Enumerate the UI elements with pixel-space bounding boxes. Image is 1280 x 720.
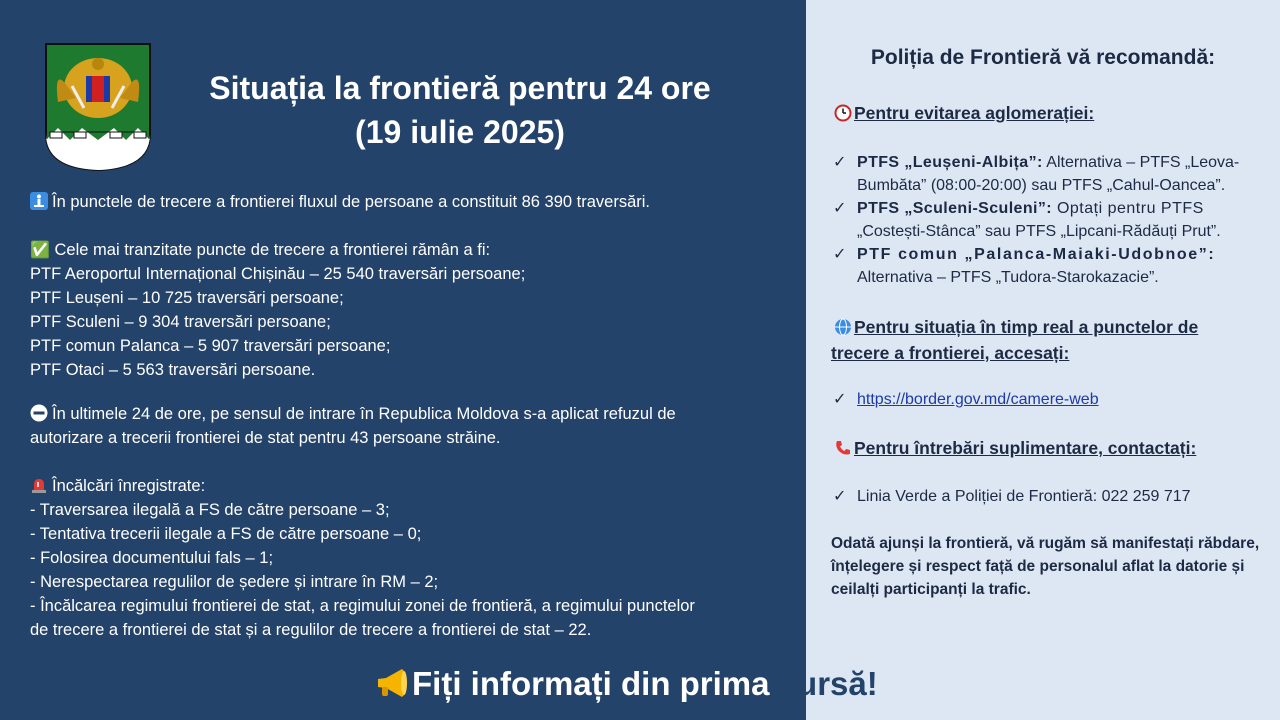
violations-title: Încălcări înregistrate: xyxy=(52,477,206,495)
list-item: - Folosirea documentului fals – 1; xyxy=(30,549,274,567)
recommendation-text-2: Bumbăta” (08:00-20:00) sau PTFS „Cahul-Oancea”. xyxy=(857,177,1226,194)
siren-icon xyxy=(30,476,48,494)
realtime-heading-text-1: Pentru situația în timp real a punctelor de xyxy=(854,317,1199,337)
banner-text-tail: sursă! xyxy=(778,665,878,702)
check-icon: ✓ xyxy=(833,200,847,217)
page-title xyxy=(160,66,760,154)
title-line-2: (19 iulie 2025) xyxy=(355,114,565,150)
list-item: PTF Sculeni – 9 304 traversări persoane; xyxy=(30,313,331,331)
list-item: - Nerespectarea regulilor de ședere și intrare în RM – 2; xyxy=(30,573,439,591)
congestion-heading xyxy=(834,100,1094,126)
list-item: PTF comun Palanca – 5 907 traversări persoane; xyxy=(30,337,391,355)
list-item: - Încălcarea regimului frontierei de stat, a regimului zonei de frontieră, a regimului punctelor xyxy=(30,597,695,615)
list-item: PTF Leușeni – 10 725 traversări persoane; xyxy=(30,289,344,307)
busiest-intro: Cele mai tranzitate puncte de trecere a frontierei rămân a fi: xyxy=(54,241,491,259)
contact-heading xyxy=(834,435,1196,461)
refusal-text-2: autorizare a trecerii frontierei de stat pentru 43 persoane străine. xyxy=(30,429,501,447)
recommendation-bold: PTF comun „Palanca-Maiaki-Udobnoe”: xyxy=(857,246,1216,263)
recommendation-text-2: Alternativa – PTFS „Tudora-Starokazacie”. xyxy=(857,269,1159,286)
recommendation-text: Alternativa – PTFS „Leova- xyxy=(1042,154,1240,171)
list-item: PTF Aeroportul Internațional Chișinău – 25 540 traversări persoane; xyxy=(30,265,526,283)
check-icon: ✓ xyxy=(833,154,847,171)
globe-icon xyxy=(834,318,852,336)
recommendation-item xyxy=(833,151,1263,197)
recommendation-bold: PTFS „Leușeni-Albița”: xyxy=(857,154,1043,171)
border-webcams-link[interactable]: https://border.gov.md/camere-web xyxy=(857,391,1099,408)
recommendation-item xyxy=(833,197,1263,243)
recommendation-bold: PTFS „Sculeni-Sculeni”: xyxy=(857,200,1053,217)
no-entry-icon xyxy=(30,404,48,422)
list-item: - Tentativa trecerii ilegale a FS de către persoane – 0; xyxy=(30,525,422,543)
recommendations-title: Poliția de Frontieră vă recomandă: xyxy=(870,46,1216,69)
phone-icon xyxy=(834,439,852,457)
footer-banner xyxy=(374,656,878,712)
recommendation-text-2: „Costești-Stânca” sau PTFS „Lipcani-Rădăuți Prut”. xyxy=(857,223,1221,240)
contact-heading-text: Pentru întrebări suplimentare, contactați: xyxy=(854,438,1197,458)
realtime-heading xyxy=(834,314,1198,340)
flow-text: În punctele de trecere a frontierei fluxul de persoane a constituit 86 390 traversări. xyxy=(52,193,651,211)
check-icon: ✓ xyxy=(833,246,847,263)
list-item: - Traversarea ilegală a FS de către persoane – 3; xyxy=(30,501,390,519)
link-item xyxy=(833,388,1263,411)
passenger-icon xyxy=(30,192,48,210)
check-mark-icon: ✅ xyxy=(30,242,50,259)
refusal-section xyxy=(30,402,676,450)
title-line-1: Situația la frontieră pentru 24 ore xyxy=(209,70,711,106)
alarm-clock-icon xyxy=(834,104,852,122)
recommendation-text: Optați pentru PTFS xyxy=(1052,200,1204,217)
list-item: PTF Otaci – 5 563 traversări persoane. xyxy=(30,361,316,379)
recommendation-item xyxy=(833,243,1263,289)
violations-section xyxy=(30,474,695,642)
refusal-text-1: În ultimele 24 de ore, pe sensul de intrare în Republica Moldova s-a aplicat refuzul de xyxy=(52,405,676,423)
banner-text: Fiți informați din prima xyxy=(412,665,779,702)
check-icon: ✓ xyxy=(833,391,847,408)
megaphone-icon xyxy=(374,665,410,701)
congestion-heading-text: Pentru evitarea aglomerației: xyxy=(854,103,1095,123)
closing-message: Odată ajunși la frontieră, vă rugăm să manifestați răbdare, înțelegere și respect față de personalul aflat la datorie și ceilalți participanți la trafic. xyxy=(831,535,1260,598)
hotline-item xyxy=(833,485,1263,508)
border-police-crest-logo xyxy=(44,42,152,172)
hotline-text: Linia Verde a Poliției de Frontieră: 022 259 717 xyxy=(857,488,1191,505)
busiest-section xyxy=(30,238,525,382)
realtime-heading-line-2: trecere a frontierei, accesați: xyxy=(831,343,1070,363)
check-icon: ✓ xyxy=(833,488,847,505)
flow-paragraph xyxy=(30,190,650,214)
list-item: de trecere a frontierei de stat și a regulilor de trecere a frontierei de stat – 22. xyxy=(30,621,592,639)
